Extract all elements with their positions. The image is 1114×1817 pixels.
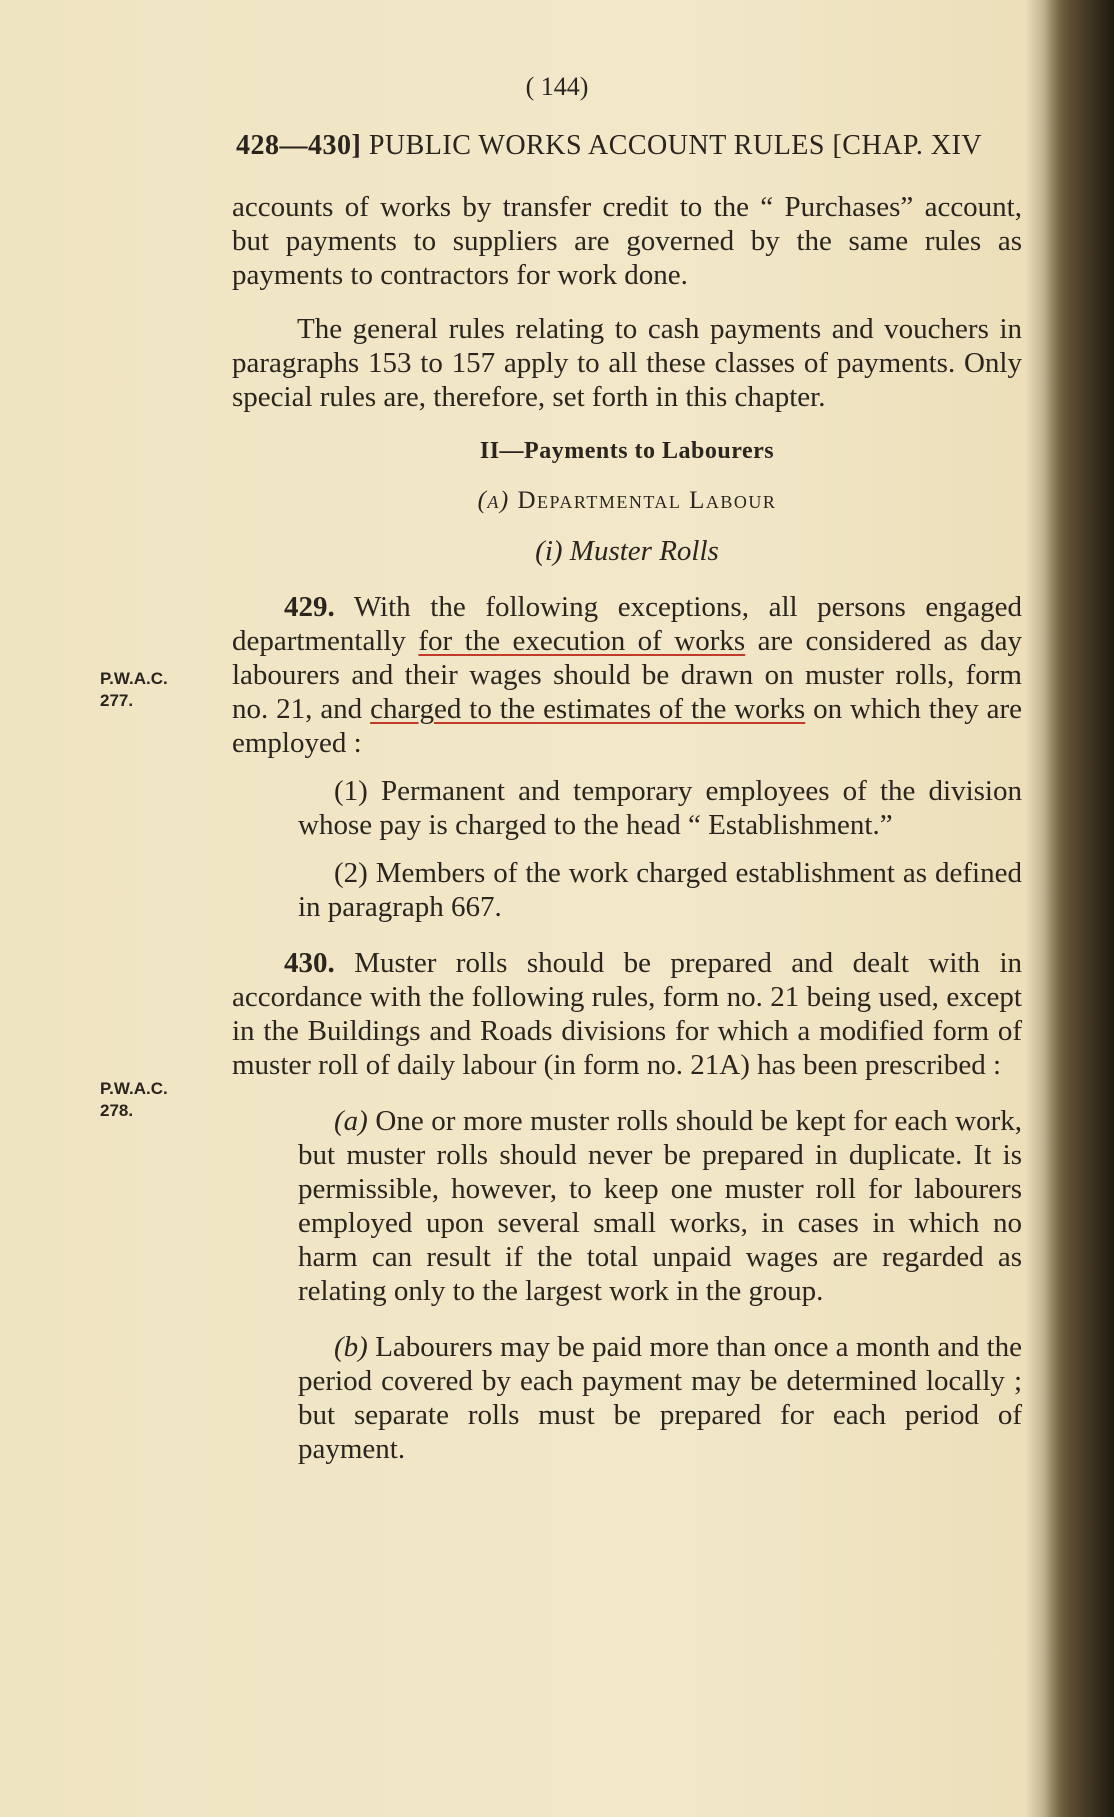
paragraph-general-rules: The general rules relating to cash payments and vouchers in paragraphs 153 to 157 apply to all these classes of payments. Only special rules are, therefore, set forth in this chapter. bbox=[232, 313, 1022, 413]
paragraph-430-number: 430. bbox=[284, 947, 335, 979]
paragraph-429-text-a: With the following exceptions, all persons engaged departmentally bbox=[232, 591, 1022, 657]
clause-a bbox=[232, 1104, 1022, 1308]
section-heading-part: II—Payments to Labourers bbox=[479, 438, 775, 464]
paragraph-429-text-c: on which they are employed : bbox=[232, 693, 1023, 759]
section-heading-sub-text: Departmental Labour bbox=[517, 487, 777, 514]
clause-b bbox=[232, 1330, 1022, 1466]
clause-1: (1) Permanent and temporary employees of the division whose pay is charged to the head “ Establishment.” bbox=[298, 775, 1022, 841]
clause-b-letter: (b) bbox=[334, 1331, 368, 1363]
clause-b-text: Labourers may be paid more than once a month and the period covered by each payment may be determined locally ; but separate rolls must be prepared for each period of payment. bbox=[298, 1331, 1022, 1465]
paragraph-429-text-b: are considered as day labourers and their wages should be drawn on muster rolls, form no. 21, and bbox=[232, 625, 1022, 725]
book-spine-shadow bbox=[1044, 0, 1114, 1817]
clause-a-text: One or more muster rolls should be kept for each work, but muster rolls should never be prepared in duplicate. It is permissible, however, to keep one muster roll for labourers employed upon several small works, in cases in which no harm can result if the total unpaid wages are regarded as relating only to the largest work in the group. bbox=[298, 1105, 1023, 1307]
section-heading-muster-rolls: (i) Muster Rolls bbox=[535, 535, 719, 567]
paragraph-430 bbox=[232, 946, 1022, 1082]
paragraph-430-text: Muster rolls should be prepared and dealt with in accordance with the following rules, form no. 21 being used, except in the Buildings and Roads divisions for which a modified form of muster roll of daily labour (in form no. 21A) has been prescribed : bbox=[232, 947, 1023, 1081]
margin-note-429 bbox=[100, 668, 210, 712]
running-head-paragraph-range: 428—430] bbox=[236, 130, 362, 161]
page-number: ( 144) bbox=[525, 72, 589, 101]
running-head bbox=[236, 130, 1056, 162]
paragraph-429-number: 429. bbox=[284, 591, 335, 623]
margin-note-430-num: 278. bbox=[100, 1101, 134, 1120]
clause-a-letter: (a) bbox=[334, 1105, 368, 1137]
paragraph-429-underline-2: charged to the estimates of the works bbox=[370, 693, 806, 725]
section-heading-sub bbox=[232, 484, 1022, 518]
paragraph-429 bbox=[232, 590, 1022, 760]
clause-2: (2) Members of the work charged establishment as defined in paragraph 667. bbox=[298, 857, 1022, 923]
margin-note-430-ref: P.W.A.C. bbox=[100, 1079, 168, 1098]
page-body bbox=[232, 190, 1022, 1466]
margin-note-430 bbox=[100, 1078, 210, 1122]
margin-note-429-num: 277. bbox=[100, 691, 134, 710]
paragraph-429-underline-1: for the execution of works bbox=[418, 625, 746, 657]
running-head-title: PUBLIC WORKS ACCOUNT RULES [CHAP. XIV bbox=[368, 130, 983, 161]
paragraph-continuation: accounts of works by transfer credit to the “ Purchases” account, but payments to suppliers are governed by the same rules as payments to contractors for work done. bbox=[232, 191, 1022, 291]
margin-note-429-ref: P.W.A.C. bbox=[100, 669, 168, 688]
section-heading-sub-letter: (a) bbox=[477, 487, 510, 514]
